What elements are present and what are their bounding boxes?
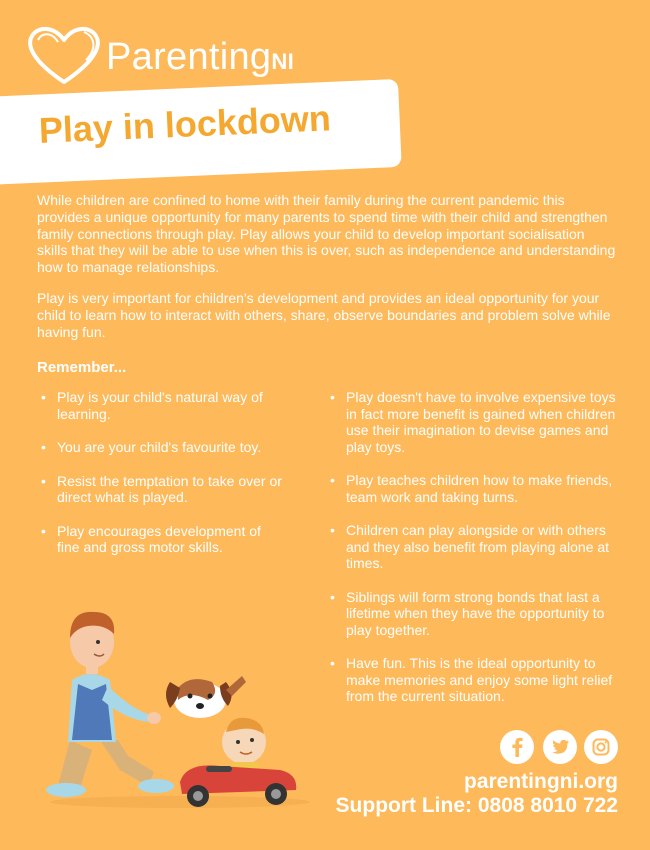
remember-heading: Remember... — [37, 359, 127, 376]
brand-name-main: Parenting — [106, 36, 272, 78]
play-illustration — [30, 590, 330, 830]
website-link[interactable]: parentingni.org — [464, 770, 618, 793]
page-title: Play in lockdown — [38, 97, 332, 151]
list-item: • Have fun. This is the ideal opportunity to make memories and enjoy some light relief from the current situation. — [326, 655, 626, 705]
list-item: • Play teaches children how to make friends, team work and taking turns. — [326, 472, 626, 505]
right-bullet-list — [326, 389, 626, 722]
instagram-icon[interactable] — [584, 730, 618, 764]
list-item: • Children can play alongside or with others and they also benefit from playing alone at times. — [326, 522, 626, 572]
list-item: • Siblings will form strong bonds that last a lifetime when they have the opportunity to play together. — [326, 589, 626, 639]
list-item: • Resist the temptation to take over or direct what is played. — [37, 473, 287, 506]
brand-name — [106, 36, 294, 79]
intro-paragraph-1: While children are confined to home with their family during the current pandemic this provides a unique opportunity for many parents to spend time with their child and strengthen family connections through play. Play allows your child to develop important socialisation skills that they will be able to use when this is over, such as independence and understanding how to manage relationships. — [37, 192, 616, 276]
intro-paragraph-2: Play is very important for children's development and provides an ideal opportunity for your child to learn how to interact with others, share, observe boundaries and problem solve while having fun. — [37, 290, 611, 340]
support-line: Support Line: 0808 8010 722 — [335, 794, 618, 817]
parent-figure — [46, 612, 174, 797]
twitter-icon[interactable] — [543, 730, 577, 764]
list-item: • Play doesn't have to involve expensive toys in fact more benefit is gained when children use their imagination to devise games and play toys. — [326, 389, 626, 455]
list-item: • Play is your child's natural way of learning. — [37, 389, 287, 422]
brand-name-suffix: NI — [271, 49, 294, 74]
heart-logo-icon — [24, 22, 104, 90]
puppy-figure — [166, 676, 246, 718]
list-item: • Play encourages development of fine and gross motor skills. — [37, 523, 287, 556]
list-item: • You are your child's favourite toy. — [37, 439, 287, 456]
left-bullet-list — [37, 389, 287, 573]
facebook-icon[interactable] — [500, 730, 534, 764]
parentingni-logo — [24, 22, 324, 92]
baby-in-car-figure — [180, 718, 296, 807]
